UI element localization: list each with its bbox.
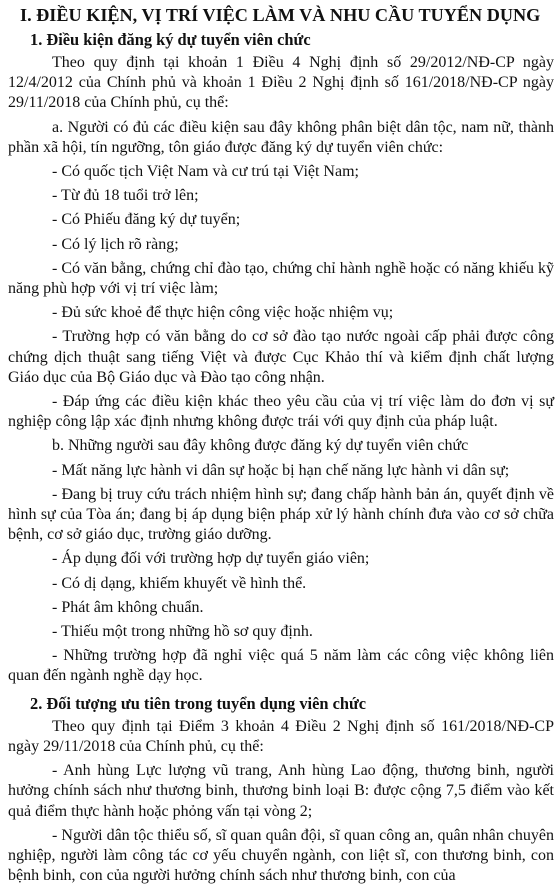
list-item: - Mất năng lực hành vi dân sự hoặc bị hạn chế năng lực hành vi dân sự; <box>52 461 510 479</box>
paragraph-part-a-lead: a. Người có đủ các điều kiện sau đây không phân biệt dân tộc, nam nữ, thành phần xã hội, tín ngưỡng, tôn giáo được đăng ký dự tuyển viên chức: <box>8 118 554 156</box>
subsection-heading-conditions: 1. Điều kiện đăng ký dự tuyển viên chức <box>30 30 311 49</box>
list-item: - Có văn bằng, chứng chỉ đào tạo, chứng chỉ hành nghề hoặc có năng khiếu kỹ năng phù hợp với vị trí việc làm; <box>8 259 554 298</box>
paragraph-intro-priority: Theo quy định tại Điểm 3 khoản 4 Điều 2 Nghị định số 161/2018/NĐ-CP ngày 29/11/2018 của Chính phủ, cụ thể: <box>8 717 554 755</box>
list-item: - Áp dụng đối với trường hợp dự tuyển giáo viên; <box>52 550 370 568</box>
list-item: - Phát âm không chuẩn. <box>52 598 204 616</box>
list-item: - Những trường hợp đã nghỉ việc quá 5 năm làm các công việc không liên quan đến ngành nghề dạy học. <box>8 647 554 685</box>
paragraph-part-b-lead: b. Những người sau đây không được đăng ký dự tuyển viên chức <box>52 437 469 455</box>
list-item: - Có quốc tịch Việt Nam và cư trú tại Việt Nam; <box>52 163 359 181</box>
list-item: - Có dị dạng, khiếm khuyết về hình thể. <box>52 574 307 592</box>
paragraph-intro-conditions: Theo quy định tại khoản 1 Điều 4 Nghị định số 29/2012/NĐ-CP ngày 12/4/2012 của Chính phủ và khoản 1 Điều 2 Nghị định số 161/2018/NĐ-CP ngày 29/11/2018 của Chính phủ, cụ thể: <box>8 54 554 112</box>
list-item: - Thiếu một trong những hồ sơ quy định. <box>52 623 313 641</box>
list-item: - Từ đủ 18 tuổi trở lên; <box>52 187 199 205</box>
list-item: - Trường hợp có văn bằng do cơ sở đào tạo nước ngoài cấp phải được công chứng dịch thuật sang tiếng Việt và được Cục Khảo thí và kiểm định chất lượng Giáo dục của Bộ Giáo dục và Đào tạo công nhận. <box>8 328 554 386</box>
subsection-heading-priority: 2. Đối tượng ưu tiên trong tuyển dụng viên chức <box>30 693 367 713</box>
list-item: - Đáp ứng các điều kiện khác theo yêu cầu của vị trí việc làm do đơn vị sự nghiệp công lập xác định nhưng không được trái với quy định của pháp luật. <box>8 393 554 431</box>
list-item: - Có Phiếu đăng ký dự tuyển; <box>52 211 241 229</box>
list-item: - Anh hùng Lực lượng vũ trang, Anh hùng Lao động, thương binh, người hưởng chính sách như thương binh, thương binh loại B: được cộng 7,5 điểm vào kết quả điểm thực hành hoặc phỏng vấn tại vòng 2; <box>8 762 554 820</box>
list-item: - Người dân tộc thiểu số, sĩ quan quân đội, sĩ quan công an, quân nhân chuyên nghiệp, người làm công tác cơ yếu chuyển ngành, con liệt sĩ, con thương binh, con bệnh binh, con của người hưởng chính sách như thương binh, con của <box>8 826 554 885</box>
list-item: - Đang bị truy cứu trách nhiệm hình sự; đang chấp hành bản án, quyết định về hình sự của Tòa án; đang bị áp dụng biện pháp xử lý hành chính đưa vào cơ sở chữa bệnh, cơ sở giáo dục, trường giáo dưỡng. <box>8 485 554 544</box>
list-item: - Đủ sức khoẻ để thực hiện công việc hoặc nhiệm vụ; <box>52 304 394 322</box>
list-item: - Có lý lịch rõ ràng; <box>52 235 179 253</box>
section-title: I. ĐIỀU KIỆN, VỊ TRÍ VIỆC LÀM VÀ NHU CẦU TUYỂN DỤNG <box>20 5 541 25</box>
